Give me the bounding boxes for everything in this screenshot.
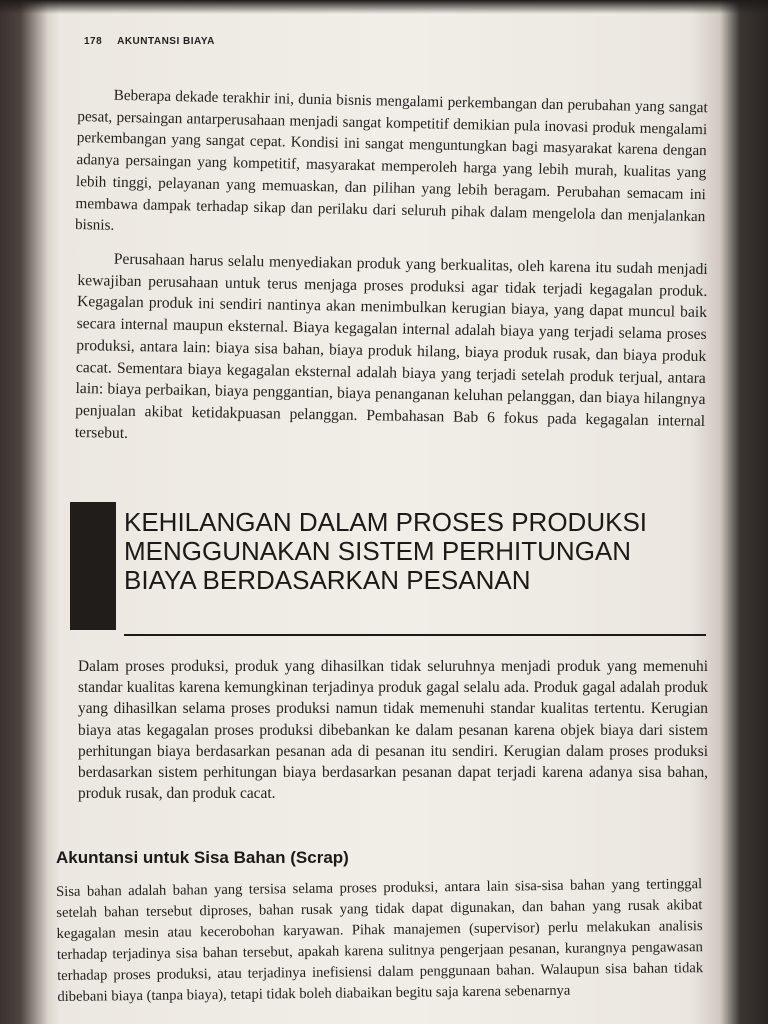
section-heading xyxy=(70,502,706,642)
book-title: AKUNTANSI BIAYA xyxy=(117,36,215,47)
book-page xyxy=(56,0,724,1024)
subsection-title: Akuntansi untuk Sisa Bahan (Scrap) xyxy=(56,848,349,867)
section-heading-bar xyxy=(70,502,116,630)
section-rule xyxy=(124,634,706,636)
running-head xyxy=(84,36,215,47)
page-number: 178 xyxy=(84,36,103,47)
intro-paragraph-1: Beberapa dekade terakhir ini, dunia bisnis mengalami perkembangan dan perubahan yang sangat pesat, persaingan antarperusahaan menjadi sangat kompetitif demikian pula inovasi produk mengalami perkembangan yang sangat cepat. Kondisi ini sangat menguntungkan bagi masyarakat karena dengan adanya persaingan yang kompetitif, masyarakat memperoleh harga yang lebih murah, kualitas yang lebih tinggi, pelayanan yang memuaskan, dan pilihan yang lebih beragam. Perubahan semacam ini membawa dampak terhadap sikap dan perilaku dari seluruh pihak dalam mengelola dan menjalankan bisnis. xyxy=(74,86,708,235)
section-title: KEHILANGAN DALAM PROSES PRODUKSI MENGGUNAKAN SISTEM PERHITUNGAN BIAYA BERDASARKAN PESANAN xyxy=(124,507,648,595)
section-body-paragraph: Dalam proses produksi, produk yang dihasilkan tidak seluruhnya menjadi produk yang memenuhi standar kualitas karena kemungkinan terjadinya produk gagal selalu ada. Produk gagal adalah produk yang dihasilkan selama proses produksi namun tidak memenuhi standar kualitas tertentu. Kerugian biaya atas kegagalan proses produksi dibebankan ke dalam pesanan karena objek biaya dari sistem perhitungan biaya berdasarkan pesanan ada di pesanan itu sendiri. Kerugian dalam proses produksi berdasarkan sistem perhitungan biaya berdasarkan pesanan dapat terjadi karena adanya sisa bahan, produk rusak, dan produk cacat. xyxy=(78,658,708,803)
scrap-body-paragraph: Sisa bahan adalah bahan yang tersisa selama proses produksi, antara lain sisa-sisa bahan yang tertinggal setelah bahan tersebut diproses, bahan rusak yang tidak dapat digunakan, dan bahan yang rusak akibat kegagalan mesin atau kecerobohan karyawan. Pihak manajemen (supervisor) perlu melakukan analisis terhadap terjadinya sisa bahan tersebut, apakah karena sulitnya pengerjaan pesanan, kurangnya pengawasan terhadap proses produksi, atau terjadinya inefisiensi dalam penggunaan bahan. Walaupun sisa bahan tidak dibebani biaya (tanpa biaya), tetapi tidak boleh diabaikan begitu saja karena sebenarnya xyxy=(56,876,704,1005)
intro-paragraph-2: Perusahaan harus selalu menyediakan produk yang berkualitas, oleh karena itu sudah menjadi kewajiban perusahaan untuk terus menjaga proses produksi agar tidak terjadi kegagalan produk. Kegagalan produk ini sendiri nantinya akan menimbulkan kerugian biaya, yang dapat muncul baik secara internal maupun eksternal. Biaya kegagalan internal adalah biaya yang terjadi selama proses produksi, antara lain: biaya sisa bahan, biaya produk hilang, biaya produk rusak, dan biaya produk cacat. Sementara biaya kegagalan eksternal adalah biaya yang terjadi setelah produk terjual, antara lain: biaya perbaikan, biaya penggantian, biaya penanganan keluhan pelanggan, dan biaya hilangnya penjualan akibat ketidakpuasan pelanggan. Pembahasan Bab 6 fokus pada kegagalan internal tersebut. xyxy=(74,250,708,442)
